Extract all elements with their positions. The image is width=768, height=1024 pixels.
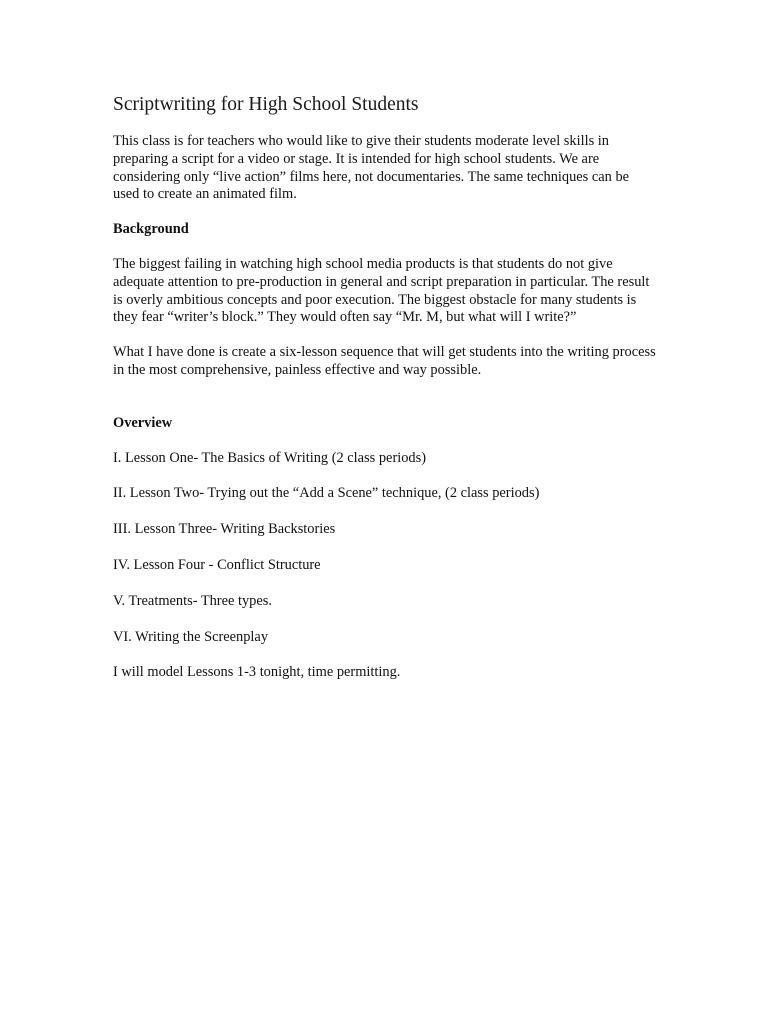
intro-paragraph: This class is for teachers who would like to give their students moderate level skills in preparing a script for a video or stage. It is intended for high school students. We are considering only “live action” films here, not documentaries. The same techniques can be used to create an animated film. [113, 133, 630, 203]
closing-note: I will model Lessons 1-3 tonight, time permitting. [113, 664, 401, 681]
page-title: Scriptwriting for High School Students [113, 94, 419, 115]
overview-heading: Overview [113, 414, 173, 431]
overview-list [113, 450, 658, 647]
background-paragraph-1: The biggest failing in watching high school media products is that students do not give adequate attention to pre-production in general and script preparation in particular. The result is overly ambitious concepts and poor execution. The biggest obstacle for many students is they fear “writer’s block.” They would often say “Mr. M, but what will I write?” [113, 255, 650, 326]
overview-item-lesson-three: III. Lesson Three- Writing Backstories [113, 521, 336, 538]
document-body [113, 93, 658, 682]
background-heading: Background [113, 221, 189, 238]
background-paragraph-2: What I have done is create a six-lesson sequence that will get students into the writing process in the most comprehensive, painless effective and way possible. [113, 344, 656, 378]
overview-item-treatments: V. Treatments- Three types. [113, 592, 272, 609]
overview-item-lesson-one: I. Lesson One- The Basics of Writing (2 class periods) [113, 449, 427, 466]
overview-item-screenplay: VI. Writing the Screenplay [113, 628, 269, 645]
overview-item-lesson-two: II. Lesson Two- Trying out the “Add a Scene” technique, (2 class periods) [113, 485, 540, 502]
overview-item-lesson-four: IV. Lesson Four - Conflict Structure [113, 556, 321, 573]
